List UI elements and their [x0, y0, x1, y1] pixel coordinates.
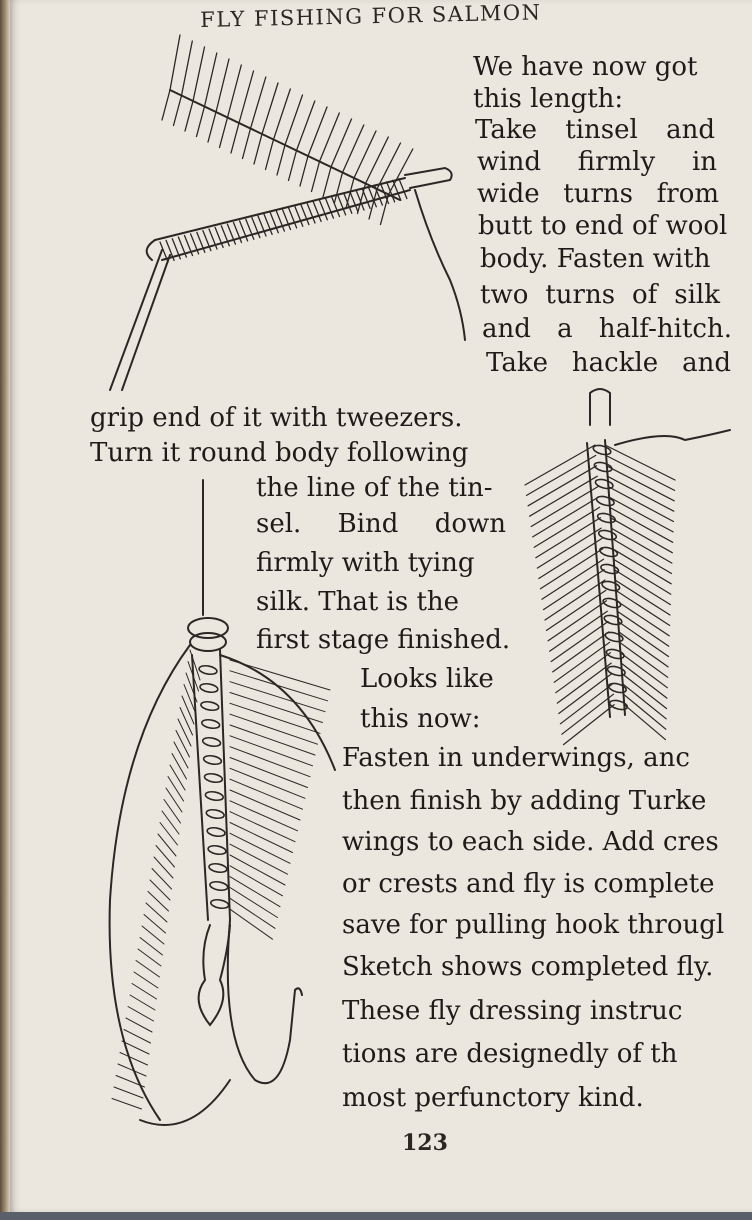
- word: firmly: [577, 147, 656, 177]
- word: silk: [674, 280, 720, 310]
- word: sel.: [256, 509, 302, 539]
- word: turns: [563, 179, 633, 209]
- text-line-17: first stage finished.: [256, 625, 511, 655]
- text-line-16: silk. That is the: [256, 587, 460, 617]
- word: turns: [545, 280, 616, 310]
- word: down: [434, 509, 506, 539]
- text-line-8: [480, 282, 720, 308]
- text-line-26: These fly dressing instruc: [342, 996, 683, 1026]
- text-line-22: wings to each side. Add cres: [342, 827, 719, 857]
- text-line-23: or crests and fly is complete: [342, 869, 715, 899]
- word: Bind: [337, 509, 399, 539]
- text-line-28: most perfunctory kind.: [342, 1083, 644, 1113]
- word: tinsel: [565, 115, 638, 145]
- text-line-3: [475, 117, 715, 143]
- text-line-12: Turn it round body following: [90, 438, 469, 468]
- word: Take: [475, 115, 537, 145]
- text-line-25: Sketch shows completed fly.: [342, 952, 714, 982]
- book-spine: [0, 0, 10, 1220]
- running-head: FLY FISHING FOR SALMON: [200, 0, 542, 32]
- book-page: [10, 0, 752, 1212]
- text-line-6: butt to end of wool: [478, 211, 728, 241]
- word: Take: [486, 348, 548, 378]
- text-line-24: save for pulling hook througl: [342, 910, 725, 940]
- word: wide: [477, 179, 540, 209]
- page-bottom-edge: [0, 1212, 752, 1220]
- text-line-13: the line of the tin-: [256, 473, 493, 503]
- text-line-11: grip end of it with tweezers.: [90, 403, 463, 433]
- text-line-9: [482, 316, 732, 342]
- word: and: [682, 348, 731, 378]
- word: wind: [477, 147, 541, 177]
- text-line-2: this length:: [473, 84, 624, 114]
- text-line-4: [477, 149, 717, 175]
- text-line-5: [477, 181, 719, 207]
- word: in: [691, 147, 717, 177]
- text-line-7: body. Fasten with: [480, 244, 711, 274]
- completed-salmon-fly-sketch: [80, 480, 340, 1140]
- word: half-hitch.: [598, 314, 732, 344]
- word: and: [482, 314, 531, 344]
- text-line-19: this now:: [360, 704, 481, 734]
- hackled-body-sketch: [515, 385, 735, 730]
- word: from: [656, 179, 719, 209]
- hackle-tied-to-shank-sketch: [100, 60, 480, 400]
- text-line-15: firmly with tying: [256, 548, 475, 578]
- text-line-1: We have now got: [473, 52, 698, 82]
- text-line-20: Fasten in underwings, anc: [342, 743, 690, 773]
- word: a: [557, 314, 573, 344]
- word: two: [480, 280, 529, 310]
- word: and: [666, 115, 715, 145]
- word: hackle: [571, 348, 659, 378]
- text-line-18: Looks like: [360, 664, 494, 694]
- text-line-21: then finish by adding Turke: [342, 786, 707, 816]
- page-number: 123: [402, 1130, 448, 1156]
- text-line-10: [486, 350, 731, 376]
- text-line-14: [256, 511, 506, 537]
- word: of: [632, 280, 658, 310]
- text-line-27: tions are designedly of th: [342, 1039, 678, 1069]
